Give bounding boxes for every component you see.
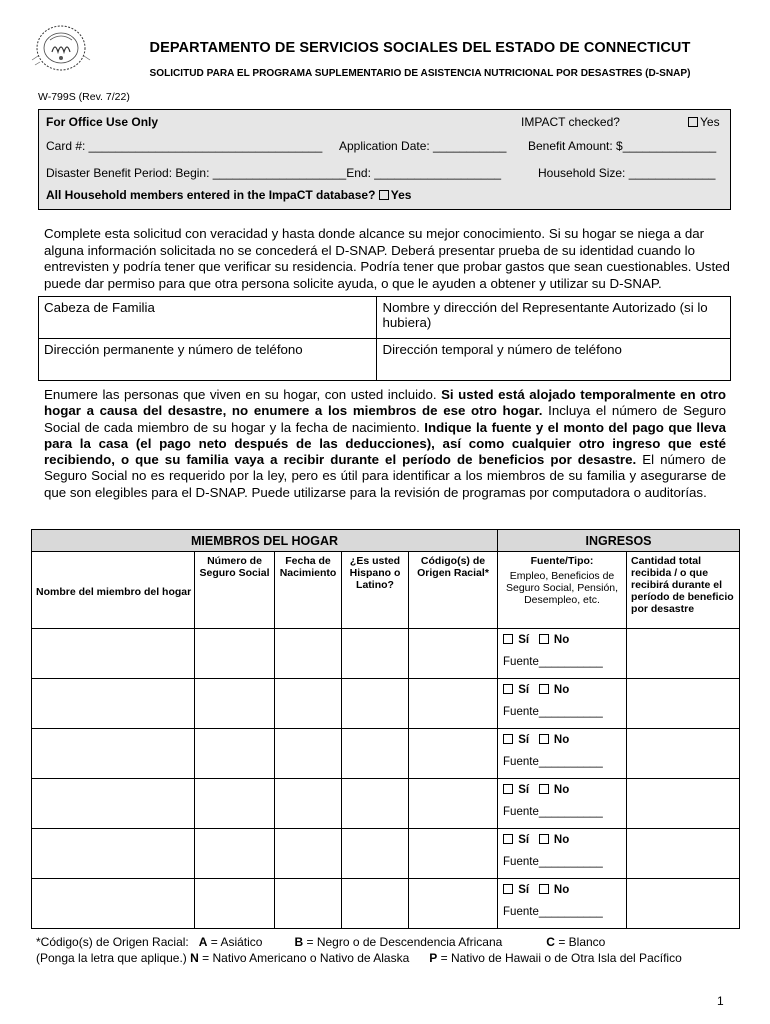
- income-no-option[interactable]: No: [539, 884, 570, 896]
- member-ssn-cell[interactable]: [195, 779, 275, 829]
- income-amount-cell[interactable]: [627, 729, 740, 779]
- checkbox-icon[interactable]: [688, 117, 698, 127]
- member-dob-cell[interactable]: [275, 679, 342, 729]
- member-ssn-cell[interactable]: [195, 679, 275, 729]
- member-dob-cell[interactable]: [275, 829, 342, 879]
- col-ssn: Número de Seguro Social: [195, 552, 275, 629]
- income-source-field[interactable]: Fuente__________: [503, 806, 603, 818]
- racial-code-footnote: *Código(s) de Origen Racial: A = Asiático B = Negro o de Descendencia Africana C = Blanco (Ponga la letra que aplique.) N = Nativo Americano o Nativo de Alaska P = Nativo de Hawaii o de Otra Isla del Pacífico: [36, 935, 682, 965]
- table-row: [32, 829, 740, 879]
- member-ssn-cell[interactable]: [195, 829, 275, 879]
- income-no-option[interactable]: No: [539, 734, 570, 746]
- member-hispanic-cell[interactable]: [342, 679, 409, 729]
- temporary-address-field[interactable]: Dirección temporal y número de teléfono: [377, 339, 731, 381]
- income-source-field[interactable]: Fuente__________: [503, 656, 603, 668]
- member-name-cell[interactable]: [32, 729, 195, 779]
- income-yes-option[interactable]: Sí: [503, 834, 529, 846]
- member-dob-cell[interactable]: [275, 629, 342, 679]
- member-race-cell[interactable]: [409, 829, 498, 879]
- applicant-info-table: [38, 296, 731, 381]
- income-source-field[interactable]: Fuente__________: [503, 706, 603, 718]
- income-amount-cell[interactable]: [627, 679, 740, 729]
- table-row: [32, 779, 740, 829]
- checkbox-icon[interactable]: [539, 834, 549, 844]
- member-hispanic-cell[interactable]: [342, 729, 409, 779]
- checkbox-icon[interactable]: [379, 190, 389, 200]
- member-hispanic-cell[interactable]: [342, 829, 409, 879]
- col-dob: Fecha de Nacimiento: [275, 552, 342, 629]
- income-source-field[interactable]: Fuente__________: [503, 856, 603, 868]
- impact-checked-label: IMPACT checked?: [521, 115, 620, 129]
- state-seal-icon: [30, 22, 92, 74]
- col-name: Nombre del miembro del hogar: [32, 552, 195, 629]
- impact-yes-option[interactable]: Yes: [688, 115, 720, 129]
- representative-field[interactable]: Nombre y dirección del Representante Autorizado (si lo hubiera): [377, 297, 731, 339]
- col-amount: Cantidad total recibida / o que recibirá durante el período de beneficio por desastre: [627, 552, 740, 629]
- member-hispanic-cell[interactable]: [342, 779, 409, 829]
- table-row: [32, 879, 740, 929]
- income-no-option[interactable]: No: [539, 834, 570, 846]
- head-of-family-field[interactable]: Cabeza de Familia: [39, 297, 377, 339]
- income-source-cell: [498, 729, 627, 779]
- income-no-option[interactable]: No: [539, 684, 570, 696]
- income-source-cell: [498, 829, 627, 879]
- member-name-cell[interactable]: [32, 779, 195, 829]
- member-name-cell[interactable]: [32, 679, 195, 729]
- member-race-cell[interactable]: [409, 779, 498, 829]
- household-size-field[interactable]: Household Size: _____________: [538, 166, 716, 180]
- checkbox-icon[interactable]: [539, 884, 549, 894]
- page-subtitle: SOLICITUD PARA EL PROGRAMA SUPLEMENTARIO DE ASISTENCIA NUTRICIONAL POR DESASTRES (D-SNAP): [149, 67, 691, 79]
- page-number: 1: [717, 994, 724, 1008]
- income-amount-cell[interactable]: [627, 779, 740, 829]
- checkbox-icon[interactable]: [503, 884, 513, 894]
- income-amount-cell[interactable]: [627, 829, 740, 879]
- col-hispanic: ¿Es usted Hispano o Latino?: [342, 552, 409, 629]
- office-use-heading: For Office Use Only: [46, 115, 159, 129]
- application-date-field[interactable]: Application Date: ___________: [339, 139, 507, 153]
- table-row: [32, 629, 740, 679]
- income-yes-option[interactable]: Sí: [503, 684, 529, 696]
- checkbox-icon[interactable]: [539, 684, 549, 694]
- income-source-cell: [498, 629, 627, 679]
- card-number-field[interactable]: Card #: ___________________________________: [46, 139, 323, 153]
- checkbox-icon[interactable]: [503, 634, 513, 644]
- income-source-field[interactable]: Fuente__________: [503, 756, 603, 768]
- intro-text: Complete esta solicitud con veracidad y hasta donde alcance su mejor conocimiento. Si su hogar se niega a dar alguna información solicitada no se concederá el D-SNAP. Deberá presentar prueba de su identidad cuando lo entrevisten y podría tener que verificar su residencia. Podría tener que probar gastos que sean cuestionables. Usted puede dar permiso para que otra persona solicite ayuda, o que le ayuden a obtener y utilizar su D-SNAP.: [44, 226, 730, 291]
- member-dob-cell[interactable]: [275, 879, 342, 929]
- member-hispanic-cell[interactable]: [342, 879, 409, 929]
- col-source: Fuente/Tipo: Empleo, Beneficios de Seguro Social, Pensión, Desempleo, etc.: [498, 552, 627, 629]
- checkbox-icon[interactable]: [503, 784, 513, 794]
- member-dob-cell[interactable]: [275, 779, 342, 829]
- member-name-cell[interactable]: [32, 829, 195, 879]
- database-question: All Household members entered in the ImpaCT database? Yes: [46, 188, 412, 202]
- income-header: INGRESOS: [498, 530, 740, 552]
- office-use-box: [38, 109, 731, 210]
- database-yes-option[interactable]: Yes: [379, 188, 412, 202]
- member-name-cell[interactable]: [32, 629, 195, 679]
- income-yes-option[interactable]: Sí: [503, 634, 529, 646]
- income-amount-cell[interactable]: [627, 879, 740, 929]
- checkbox-icon[interactable]: [503, 734, 513, 744]
- income-yes-option[interactable]: Sí: [503, 784, 529, 796]
- members-header: MIEMBROS DEL HOGAR: [32, 530, 498, 552]
- income-no-option[interactable]: No: [539, 784, 570, 796]
- income-amount-cell[interactable]: [627, 629, 740, 679]
- checkbox-icon[interactable]: [539, 734, 549, 744]
- income-source-cell: [498, 879, 627, 929]
- income-yes-option[interactable]: Sí: [503, 884, 529, 896]
- income-yes-option[interactable]: Sí: [503, 734, 529, 746]
- table-row: [32, 679, 740, 729]
- income-source-cell: [498, 779, 627, 829]
- checkbox-icon[interactable]: [503, 684, 513, 694]
- member-race-cell[interactable]: [409, 679, 498, 729]
- member-hispanic-cell[interactable]: [342, 629, 409, 679]
- checkbox-icon[interactable]: [503, 834, 513, 844]
- income-source-cell: [498, 679, 627, 729]
- col-race: Código(s) de Origen Racial*: [409, 552, 498, 629]
- benefit-amount-field[interactable]: Benefit Amount: $______________: [528, 139, 717, 153]
- member-ssn-cell[interactable]: [195, 629, 275, 679]
- member-ssn-cell[interactable]: [195, 729, 275, 779]
- benefit-period-field[interactable]: Disaster Benefit Period: Begin: ____________________End: ___________________: [46, 166, 502, 180]
- instructions-paragraph: Enumere las personas que viven en su hogar, con usted incluido. Si usted está alojado temporalmente en otro hogar a causa del desastre, no enumere a los miembros de ese otro hogar. Incluya el número de Seguro Social de cada miembro de su hogar y la fecha de nacimiento. Indique la fuente y el monto del pago que lleva para la casa (el pago neto después de las deducciones), así como cualquier otro ingreso que esté recibiendo, o que su familia vaya a recibir durante el período de beneficios por desastre. El número de Seguro Social no es requerido por la ley, pero es útil para identificar a los miembros de su familia y asegurarse de que son elegibles para el D-SNAP. Puede utilizarse para la revisión de programas por computadora o auditorías.: [44, 387, 726, 500]
- page-title: DEPARTAMENTO DE SERVICIOS SOCIALES DEL ESTADO DE CONNECTICUT: [149, 40, 691, 56]
- household-members-table: [31, 529, 740, 929]
- member-race-cell[interactable]: [409, 729, 498, 779]
- income-no-option[interactable]: No: [539, 634, 570, 646]
- form-number: W-799S (Rev. 7/22): [38, 91, 130, 103]
- member-race-cell[interactable]: [409, 629, 498, 679]
- checkbox-icon[interactable]: [539, 634, 549, 644]
- member-ssn-cell[interactable]: [195, 879, 275, 929]
- member-dob-cell[interactable]: [275, 729, 342, 779]
- income-source-field[interactable]: Fuente__________: [503, 906, 603, 918]
- checkbox-icon[interactable]: [539, 784, 549, 794]
- member-race-cell[interactable]: [409, 879, 498, 929]
- member-name-cell[interactable]: [32, 879, 195, 929]
- table-row: [32, 729, 740, 779]
- permanent-address-field[interactable]: Dirección permanente y número de teléfono: [39, 339, 377, 381]
